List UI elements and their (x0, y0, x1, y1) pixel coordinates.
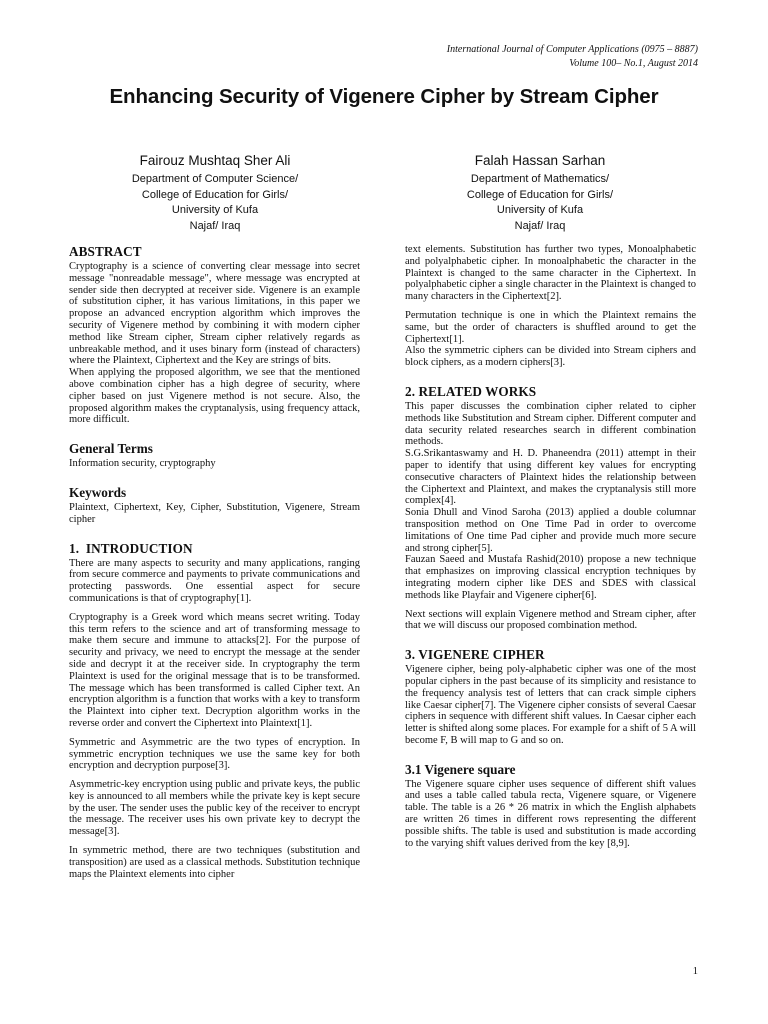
vigenere-cipher-heading: 3. VIGENERE CIPHER (405, 647, 545, 663)
author-block-2 (390, 152, 690, 234)
left-column (69, 244, 360, 887)
related-works-paragraph: This paper discusses the combination cipher related to cipher methods like Substitution and Stream cipher. Different computer and data security related researches search in different combination methods. (405, 400, 696, 448)
related-works-paragraph: Fauzan Saeed and Mustafa Rashid(2010) propose a new technique that emphasizes on improving classical encryption techniques by integrating modern cipher like DES and SDES with classical methods like Playfair and Vigenere cipher[6]. (405, 554, 696, 601)
journal-header (447, 43, 698, 71)
keywords-text: Plaintext, Ciphertext, Key, Cipher, Substitution, Vigenere, Stream cipher (69, 501, 360, 525)
introduction-paragraph: In symmetric method, there are two techniques (substitution and transposition) are used as a classical methods. Substitution technique maps the Plaintext elements into cipher (69, 845, 360, 880)
introduction-paragraph: Symmetric and Asymmetric are the two types of encryption. In symmetric encryption techniques we use the same key for both encryption and decryption purpose[3]. (69, 736, 360, 772)
vigenere-square-heading: 3.1 Vigenere square (405, 761, 516, 777)
vigenere-cipher-paragraph: Vigenere cipher, being poly-alphabetic cipher was one of the most popular ciphers in the past because of its simplicity and resistance to the frequency analysis test of letters that can crack simple ciphers like Caesar cipher[7]. The Vigenere cipher consists of several Caesar ciphers in sequence with different shift values. In Caesar cipher each letter is shifted along some places. For example for a shift of 5 A will become F, B will map to G and so on. (405, 664, 696, 746)
author-block-1 (65, 152, 365, 234)
related-works-heading: 2. RELATED WORKS (405, 383, 537, 399)
introduction-heading: 1. INTRODUCTION (69, 540, 193, 556)
general-terms-heading: General Terms (69, 441, 153, 457)
author-name: Fairouz Mushtaq Sher Ali (139, 153, 291, 168)
author-university: University of Kufa (171, 204, 259, 216)
keywords-heading: Keywords (69, 484, 127, 500)
related-works-paragraph: Sonia Dhull and Vinod Saroha (2013) applied a double columnar transposition method on One Time Pad in order to overcome limitations of One time Pad cipher and provide much more secure and strong cipher[5]. (405, 507, 696, 554)
introduction-paragraph: Asymmetric-key encryption using public and private keys, the public key is announced to all members while the private key is kept secure by the user. The sender uses the public key of the receiver to encrypt the message. The receiver uses his own private key to decrypt the message[3]. (69, 779, 360, 838)
author-college: College of Education for Girls/ (141, 188, 289, 201)
introduction-paragraph: There are many aspects to security and many applications, ranging from secure commerce and payments to private communications and protecting passwords. One essential aspect for secure communications is that of cryptography[1]. (69, 557, 360, 604)
abstract-heading: ABSTRACT (69, 244, 142, 259)
body-paragraph: text elements. Substitution has further two types, Monoalphabetic and polyalphabetic cipher. In monoalphabetic the character in the Plaintext is changed to the same character in the Ciphertext. In polyalphabetic cipher a single character in the Plaintext is changed to many characters in the Ciphertext[2]. (405, 244, 696, 303)
abstract-paragraph: Cryptography is a science of converting clear message into secret message "nonreadable message", where message was encrypted at sender side then decrypted at receiver side. Vigenere is an example of substitution cipher, it has various limitations, in this paper we propose an advanced encryption algorithm which improves the security of Vigenere method by combining it with modern cipher method like Stream cipher, Stream cipher relatively regards as unbreakable method, and it uses binary form (instead of characters) where the Plaintext, Ciphertext and the Key are strings of bits. (69, 261, 360, 367)
author-university: University of Kufa (496, 204, 584, 216)
related-works-paragraph: Next sections will explain Vigenere method and Stream cipher, after that we will discuss our proposed combination method. (405, 608, 696, 632)
general-terms-text: Information security, cryptography (69, 458, 216, 470)
author-college: College of Education for Girls/ (466, 188, 614, 201)
volume-info: Volume 100– No.1, August 2014 (569, 58, 698, 69)
author-location: Najaf/ Iraq (189, 219, 241, 232)
body-paragraph: Permutation technique is one in which the Plaintext remains the same, but the order of characters is shuffled around to get the Ciphertext[1]. (405, 309, 696, 345)
journal-name: International Journal of Computer Applications (0975 – 8887) (446, 44, 698, 55)
body-paragraph: Also the symmetric ciphers can be divided into Stream ciphers and block ciphers, as a modern ciphers[3]. (405, 345, 696, 369)
paper-title: Enhancing Security of Vigenere Cipher by Stream Cipher (109, 85, 659, 108)
author-location: Najaf/ Iraq (514, 219, 566, 232)
page-number: 1 (692, 966, 698, 977)
vigenere-square-paragraph: The Vigenere square cipher uses sequence of different shift values and uses a table called tabula recta, Vigenere square, or Vigenere table. The table is a 26 * 26 matrix in which the English alphabets are written 26 times in different rows representing the different possible shifts. The table is used and substitution is made according to the varying shift values derived from the key [8,9]. (405, 778, 696, 849)
author-department: Department of Mathematics/ (470, 173, 610, 185)
related-works-paragraph: S.G.Srikantaswamy and H. D. Phaneendra (2011) attempt in their paper to identify that using different key values for encrypting consecutive characters of Plaintext hides the relationship between the Ciphertext and Plaintext, and makes the cryptanalysis still more complex[4]. (405, 448, 696, 507)
introduction-paragraph: Cryptography is a Greek word which means secret writing. Today this term refers to the science and art of transforming message to make them secure and immune to attacks[2]. For the purpose of security and privacy, we need to encrypt the message at the sender side and decrypt it at the receiver side. In cryptography the term Plaintext is used for the original message that is to be transformed. The message which has been transformed is called Cipher text. An encryption algorithm is a function that works with a key to transform the Plaintext into cipher text. Decryption algorithm works in the reverse order and convert the Ciphertext into Plaintext[1]. (69, 611, 360, 729)
abstract-paragraph: When applying the proposed algorithm, we see that the mentioned above combination cipher has a high degree of security, where cipher based on just Vigenere method is not secure. Also, the proposed algorithm makes the cryptanalysis, using frequency attack, more difficult. (69, 367, 360, 426)
right-column (405, 244, 696, 856)
author-name: Falah Hassan Sarhan (474, 153, 606, 168)
author-department: Department of Computer Science/ (131, 173, 299, 185)
